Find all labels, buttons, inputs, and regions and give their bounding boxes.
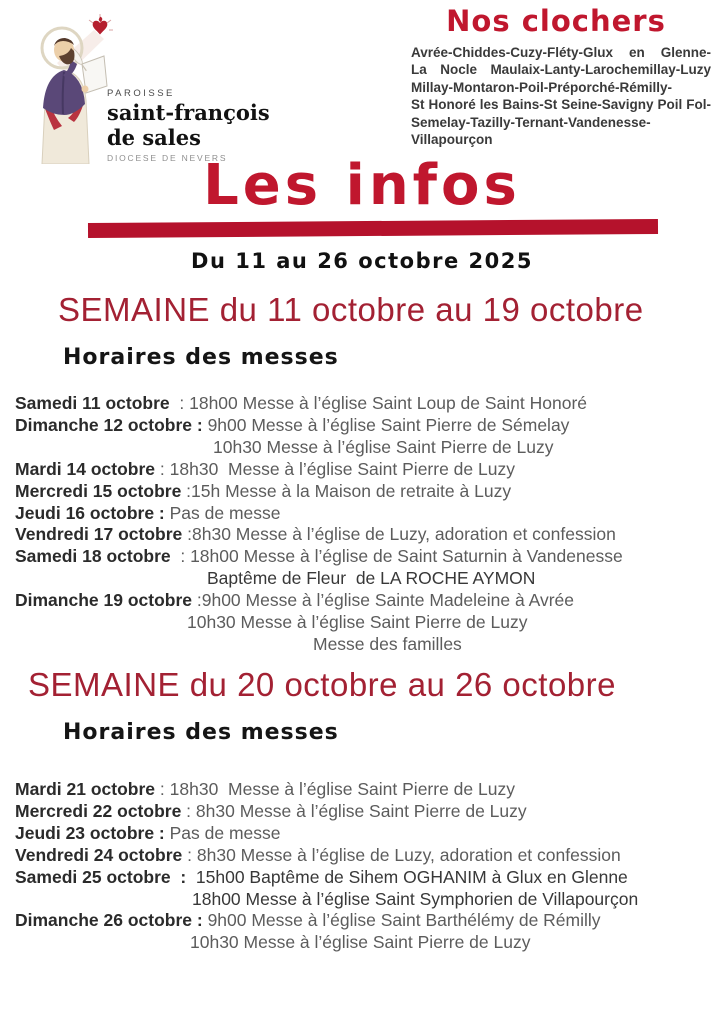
schedule-detail: 10h30 Messe à l’église Saint Pierre de Luzy bbox=[187, 612, 528, 633]
village-line: Millay-Montaron-Poil-Préporché-Rémilly- bbox=[411, 79, 673, 95]
paroisse-label: PAROISSE bbox=[107, 88, 175, 99]
schedule-detail: Pas de messe bbox=[164, 502, 281, 523]
parish-logo bbox=[14, 10, 294, 170]
clochers-block bbox=[411, 4, 711, 148]
schedule-line bbox=[15, 481, 717, 503]
schedule-detail: 9h00 Messe à l’église Saint Barthélémy de Rémilly bbox=[202, 910, 601, 931]
date-range: Du 11 au 26 octobre 2025 bbox=[191, 249, 533, 273]
schedule-line bbox=[15, 415, 717, 437]
parish-wordmark bbox=[107, 88, 297, 163]
schedule-day-label: Mardi 21 octobre bbox=[15, 779, 156, 799]
schedule-detail: 10h30 Messe à l’église Saint Pierre de Luzy bbox=[213, 436, 554, 457]
village-line: St Honoré les Bains-St Seine-Savigny Poil Fol- bbox=[411, 97, 711, 113]
schedule-line bbox=[15, 568, 717, 590]
clochers-title: Nos clochers bbox=[446, 4, 666, 38]
village-line: La Nocle Maulaix-Lanty-Larochemillay-Luzy bbox=[411, 62, 711, 78]
schedule-line bbox=[15, 546, 717, 568]
schedule-day-label: Samedi 18 octobre bbox=[15, 546, 171, 567]
schedule-line bbox=[15, 845, 717, 867]
schedule-day-label: Dimanche 26 octobre : bbox=[15, 910, 203, 931]
schedule-detail: : 18h30 Messe à l’église Saint Pierre de Luzy bbox=[155, 779, 515, 799]
schedule-day-label: Samedi 11 octobre bbox=[15, 393, 170, 413]
schedule-line bbox=[15, 634, 717, 656]
schedule-day-label: Samedi 25 octobre : bbox=[15, 866, 187, 887]
schedule-detail: 9h00 Messe à l’église Saint Pierre de Sémelay bbox=[202, 414, 570, 435]
schedule-line bbox=[15, 801, 717, 823]
week1-heading: SEMAINE du 11 octobre au 19 octobre bbox=[58, 291, 644, 328]
schedule-day-label: Mercredi 15 octobre bbox=[15, 480, 182, 501]
page-title: Les infos bbox=[203, 153, 521, 218]
schedule-detail: 15h00 Baptême de Sihem OGHANIM à Glux en Glenne bbox=[186, 866, 628, 887]
schedule-detail: : 18h00 Messe à l’église de Saint Saturnin à Vandenesse bbox=[170, 546, 623, 567]
parish-name-line2: de sales bbox=[107, 125, 201, 150]
schedule-detail: Pas de messe bbox=[164, 822, 281, 843]
schedule-detail: 10h30 Messe à l’église Saint Pierre de Luzy bbox=[190, 932, 531, 953]
villages-list bbox=[411, 44, 711, 148]
parish-name-line1: saint-françois bbox=[107, 100, 270, 125]
schedule-day-label: Dimanche 12 octobre : bbox=[15, 414, 203, 435]
schedule-detail: :15h Messe à la Maison de retraite à Luzy bbox=[181, 480, 512, 501]
schedule-day-label: Mardi 14 octobre bbox=[15, 458, 156, 479]
schedule-detail: :8h30 Messe à l’église de Luzy, adoration et confession bbox=[182, 524, 616, 545]
schedule-line bbox=[15, 437, 717, 459]
schedule-line bbox=[15, 393, 717, 415]
schedule-line bbox=[15, 590, 717, 612]
schedule-detail: Messe des familles bbox=[313, 633, 462, 654]
schedule-detail: 18h00 Messe à l’église Saint Symphorien de Villapourçon bbox=[192, 888, 639, 909]
schedule-line bbox=[15, 612, 717, 634]
week1-schedule bbox=[15, 393, 717, 656]
schedule-day-label: Vendredi 24 octobre bbox=[15, 844, 183, 865]
schedule-detail: :9h00 Messe à l’église Sainte Madeleine à Avrée bbox=[192, 590, 575, 611]
red-underline-bar bbox=[88, 219, 658, 238]
week2-schedule bbox=[15, 779, 717, 954]
schedule-line bbox=[15, 889, 717, 911]
week2-subheading: Horaires des messes bbox=[63, 720, 339, 745]
schedule-day-label: Vendredi 17 octobre bbox=[15, 524, 183, 545]
schedule-detail: : 8h30 Messe à l’église Saint Pierre de Luzy bbox=[181, 800, 527, 821]
schedule-line bbox=[15, 823, 717, 845]
schedule-detail: : 18h30 Messe à l’église Saint Pierre de Luzy bbox=[155, 458, 515, 479]
schedule-detail: : 18h00 Messe à l’église Saint Loup de Saint Honoré bbox=[169, 393, 588, 413]
schedule-detail: : 8h30 Messe à l’église de Luzy, adoration et confession bbox=[182, 844, 621, 865]
schedule-line bbox=[15, 932, 717, 954]
hand bbox=[82, 86, 89, 93]
village-line: Avrée-Chiddes-Cuzy-Fléty-Glux en Glenne- bbox=[411, 45, 711, 60]
village-line: Semelay-Tazilly-Ternant-Vandenesse- bbox=[411, 114, 651, 130]
schedule-line bbox=[15, 910, 717, 932]
week2-heading: SEMAINE du 20 octobre au 26 octobre bbox=[28, 666, 617, 703]
schedule-day-label: Jeudi 23 octobre : bbox=[15, 822, 165, 843]
schedule-line bbox=[15, 503, 717, 525]
week1-subheading: Horaires des messes bbox=[63, 345, 339, 370]
schedule-line bbox=[15, 867, 717, 889]
schedule-day-label: Dimanche 19 octobre bbox=[15, 590, 192, 611]
schedule-day-label: Jeudi 16 octobre : bbox=[15, 502, 165, 523]
schedule-line bbox=[15, 779, 717, 801]
schedule-line bbox=[15, 459, 717, 481]
schedule-day-label: Mercredi 22 octobre bbox=[15, 800, 182, 821]
schedule-line bbox=[15, 524, 717, 546]
diocese-label: DIOCESE DE NEVERS bbox=[107, 153, 228, 163]
village-line: Villapourçon bbox=[411, 132, 493, 148]
schedule-detail: Baptême de Fleur de LA ROCHE AYMON bbox=[207, 568, 536, 589]
